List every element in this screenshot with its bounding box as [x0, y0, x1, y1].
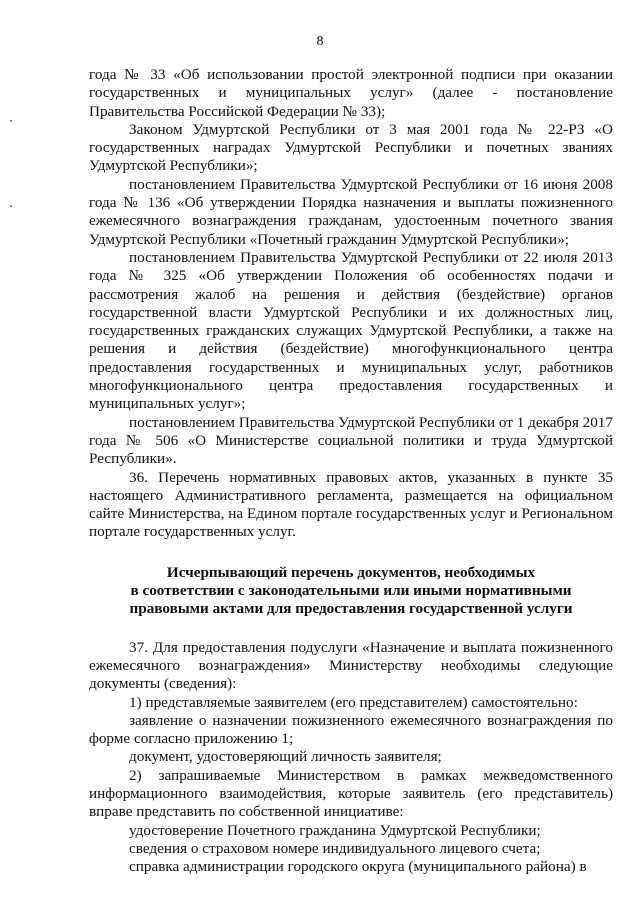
paragraph: удостоверение Почетного гражданина Удмуртской Республики; [129, 821, 541, 839]
section-heading [89, 564, 613, 619]
paragraph: 2) запрашиваемые Министерством в рамках межведомственного информационного взаимодействия, которые заявитель (его представитель) вправе представить по собственной инициативе: [89, 766, 613, 821]
paragraph: 36. Перечень нормативных правовых актов, указанных в пункте 35 настоящего Административного регламента, размещается на официальном сайте Министерства, на Едином портале государственных услуг и Региональном портале государственных услуг. [89, 468, 613, 541]
scan-margin-mark [10, 120, 12, 122]
paragraph: 37. Для предоставления подуслуги «Назначение и выплата пожизненного ежемесячного вознаграждения» Министерству необходимы следующие документы (сведения): [89, 638, 613, 693]
paragraph: документ, удостоверяющий личность заявителя; [129, 748, 442, 766]
page-number: 8 [316, 34, 324, 49]
document-body [89, 66, 613, 876]
paragraph: постановлением Правительства Удмуртской Республики от 1 декабря 2017 года № 506 «О Министерстве социальной политики и труда Удмуртской Республики». [89, 413, 613, 468]
paragraph: 1) представляемые заявителем (его представителем) самостоятельно: [129, 693, 578, 711]
paragraph: справка администрации городского округа (муниципального района) в [129, 858, 587, 876]
paragraph: постановлением Правительства Удмуртской Республики от 22 июля 2013 года № 325 «Об утверждении Положения об особенностях подачи и рассмотрения жалоб на решения и действия (бездействие) органов государственной власти Удмуртской Республики и их должностных лиц, государственных гражданских служащих Удмуртской Республики, а также на решения и действия (бездействие) многофункционального центра предоставления государственных и муниципальных услуг, работников многофункционального центра предоставления государственных и муниципальных услуг»; [89, 248, 613, 413]
paragraph: года № 33 «Об использовании простой электронной подписи при оказании государственных и муниципальных услуг» (далее - постановление Правительства Российской Федерации № 33); [89, 66, 613, 120]
section-heading-line: правовыми актами для предоставления государственной услуги [129, 600, 573, 618]
paragraph: сведения о страховом номере индивидуального лицевого счета; [129, 839, 541, 857]
scan-margin-mark [10, 205, 12, 207]
paragraph-group-documents [89, 639, 613, 877]
paragraph: постановлением Правительства Удмуртской Республики от 16 июня 2008 года № 136 «Об утверждении Порядка назначения и выплаты пожизненного ежемесячного вознаграждения гражданам, удостоенным почетного звания Удмуртской Республики «Почетный гражданин Удмуртской Республики»; [89, 175, 613, 248]
paragraph-group-legal-acts [89, 66, 613, 542]
section-heading-line: Исчерпывающий перечень документов, необходимых [166, 563, 536, 581]
paragraph: Законом Удмуртской Республики от 3 мая 2001 года № 22-РЗ «О государственных наградах Удмуртской Республики и почетных званиях Удмуртской Республики»; [89, 120, 613, 175]
section-heading-line: в соответствии с законодательными или иными нормативными [130, 582, 572, 600]
paragraph: заявление о назначении пожизненного ежемесячного вознаграждения по форме согласно приложению 1; [89, 711, 613, 748]
